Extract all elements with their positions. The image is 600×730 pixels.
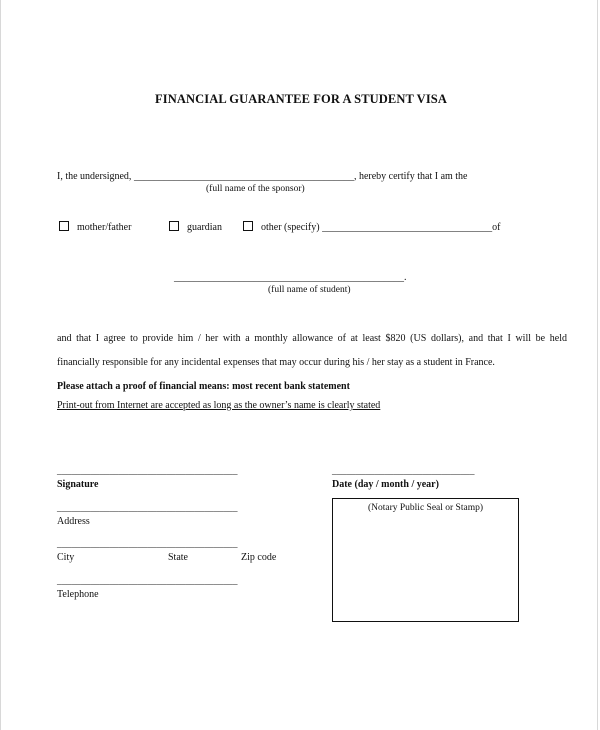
date-blank[interactable]: ______________________________ [332, 467, 475, 477]
zip-code-label: Zip code [241, 552, 277, 563]
option-mother-father[interactable] [59, 221, 131, 233]
checkbox-guardian[interactable] [169, 221, 179, 231]
of-label: of [492, 222, 501, 233]
student-period: . [404, 272, 407, 283]
city-state-zip-blank[interactable]: ______________________________________ [57, 540, 238, 550]
notary-seal-box [332, 498, 519, 622]
sponsor-name-blank[interactable]: ____________________________________________ [133, 171, 354, 182]
checkbox-mother-father[interactable] [59, 221, 69, 231]
sponsor-suffix: , hereby certify that I am the [353, 171, 468, 182]
mother-father-label: mother/father [77, 222, 132, 233]
city-label: City [57, 552, 75, 563]
checkbox-other[interactable] [243, 221, 253, 231]
date-label: Date (day / month / year) [332, 479, 439, 490]
signature-label: Signature [57, 479, 99, 490]
document-title: FINANCIAL GUARANTEE FOR A STUDENT VISA [155, 92, 447, 106]
sponsor-line [57, 171, 468, 182]
sponsor-caption: (full name of the sponsor) [206, 184, 305, 194]
state-label: State [168, 552, 188, 563]
student-caption: (full name of student) [268, 285, 351, 295]
agreement-line-2: financially responsible for any incidental expenses that may occur during his / her stay as a student in France. [57, 357, 495, 368]
sponsor-prefix: I, the undersigned, [57, 171, 134, 182]
notary-label: (Notary Public Seal or Stamp) [367, 503, 484, 513]
option-other[interactable] [243, 221, 500, 233]
signature-blank[interactable]: ______________________________________ [57, 467, 238, 477]
attach-note: Please attach a proof of financial means: most recent bank statement [57, 381, 350, 392]
student-line [174, 272, 407, 283]
guardian-label: guardian [187, 222, 222, 233]
other-label: other (specify) [261, 222, 323, 233]
option-guardian[interactable] [169, 221, 222, 233]
agreement-line-1: and that I agree to provide him / her with a monthly allowance of at least $820 (US dollars), and that I will be held [57, 333, 567, 344]
other-specify-blank[interactable]: __________________________________ [322, 222, 493, 233]
address-label: Address [57, 516, 90, 527]
address-blank[interactable]: ______________________________________ [57, 504, 238, 514]
telephone-label: Telephone [57, 589, 99, 600]
telephone-blank[interactable]: ______________________________________ [57, 577, 238, 587]
printout-note: Print-out from Internet are accepted as long as the owner’s name is clearly stated [57, 400, 381, 411]
student-name-blank[interactable]: ______________________________________________ [174, 272, 404, 283]
